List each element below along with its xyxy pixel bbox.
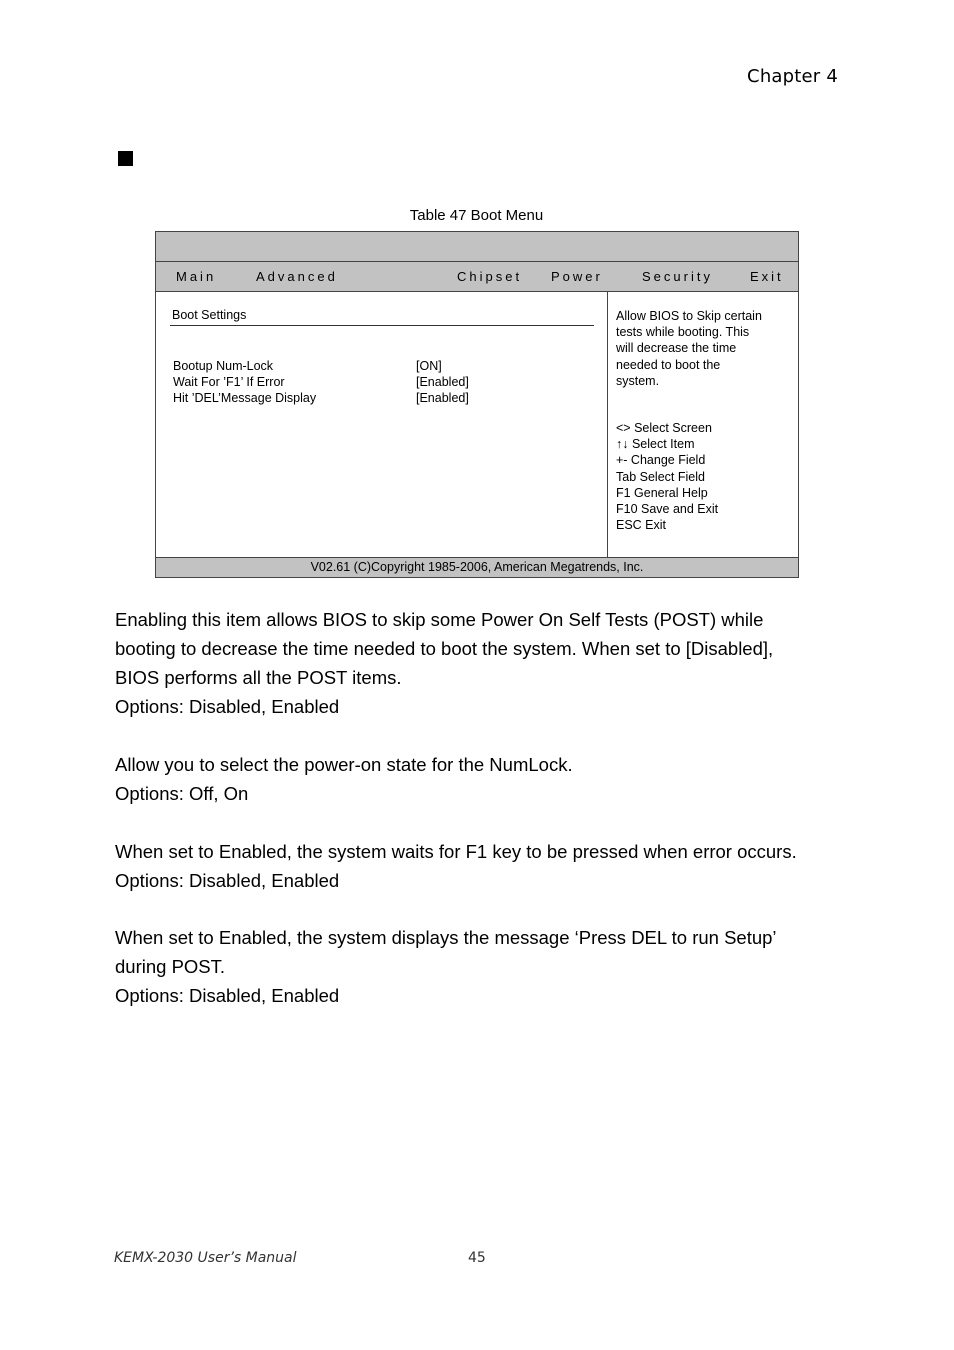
key-hint: F1 General Help	[616, 485, 708, 500]
section-title: Boot Settings	[172, 308, 247, 322]
text-line: When set to Enabled, the system waits for F1 key to be pressed when error occurs.	[115, 841, 797, 862]
manual-title: KEMX-2030 User’s Manual	[114, 1250, 297, 1266]
menu-tab-exit[interactable]: Exit	[750, 269, 784, 284]
text-line: Options: Disabled, Enabled	[115, 985, 340, 1006]
setting-wait-f1[interactable]	[173, 375, 593, 389]
key-hint: ESC Exit	[616, 518, 667, 533]
chapter-heading: Chapter 4	[747, 66, 838, 87]
text-line: Options: Disabled, Enabled	[115, 696, 340, 717]
bios-screen	[155, 231, 799, 578]
menu-tab-chipset[interactable]: Chipset	[457, 269, 523, 284]
setting-bootup-numlock[interactable]	[173, 359, 593, 373]
text-line: Enabling this item allows BIOS to skip some Power On Self Tests (POST) while	[115, 609, 764, 630]
help-line: tests while booting. This	[616, 325, 750, 340]
description-quick-boot	[115, 605, 845, 721]
menu-tab-advanced[interactable]: Advanced	[256, 269, 338, 284]
text-line: Options: Off, On	[115, 783, 249, 804]
settings-panel	[156, 292, 608, 557]
help-panel	[608, 292, 798, 557]
text-line: When set to Enabled, the system displays the message ‘Press DEL to run Setup’	[115, 927, 777, 948]
table-caption: Table 47 Boot Menu	[409, 207, 544, 224]
key-hint: Tab Select Field	[616, 469, 705, 484]
setting-label: Wait For ’F1’ If Error	[173, 375, 285, 389]
page-number: 45	[468, 1250, 486, 1266]
help-line: system.	[616, 373, 660, 388]
bios-title-bar	[156, 232, 798, 262]
bios-menu-bar	[156, 262, 798, 292]
key-legend	[616, 420, 718, 533]
menu-tab-security[interactable]: Security	[642, 269, 713, 284]
setting-value[interactable]: [ON]	[416, 359, 442, 373]
setting-hit-del-message[interactable]	[173, 391, 593, 405]
bios-body	[156, 292, 798, 557]
help-line: will decrease the time	[616, 341, 737, 356]
description-wait-f1	[115, 837, 845, 895]
description-hit-del	[115, 923, 845, 1010]
description-numlock	[115, 750, 845, 808]
setting-label: Bootup Num-Lock	[173, 359, 274, 373]
key-hint: <> Select Screen	[616, 421, 712, 435]
section-divider	[170, 325, 594, 326]
menu-tab-power[interactable]: Power	[551, 269, 603, 284]
help-line: needed to boot the	[616, 357, 721, 372]
bios-copyright: V02.61 (C)Copyright 1985-2006, American Megatrends, Inc.	[156, 557, 798, 577]
help-text	[616, 308, 791, 389]
menu-tab-main[interactable]: Main	[176, 269, 217, 284]
text-line: Options: Disabled, Enabled	[115, 870, 340, 891]
section-bullet-icon	[118, 151, 133, 166]
setting-value[interactable]: [Enabled]	[416, 375, 469, 389]
text-line: during POST.	[115, 956, 226, 977]
key-hint: +- Change Field	[616, 453, 706, 468]
text-line: BIOS performs all the POST items.	[115, 667, 402, 688]
text-line: booting to decrease the time needed to boot the system. When set to [Disabled],	[115, 638, 774, 659]
key-hint: ↑↓ Select Item	[616, 437, 695, 452]
setting-value[interactable]: [Enabled]	[416, 391, 469, 405]
key-hint: F10 Save and Exit	[616, 502, 719, 517]
setting-label: Hit ’DEL’Message Display	[173, 391, 317, 405]
text-line: Allow you to select the power-on state for the NumLock.	[115, 754, 573, 775]
help-line: Allow BIOS to Skip certain	[616, 309, 762, 323]
